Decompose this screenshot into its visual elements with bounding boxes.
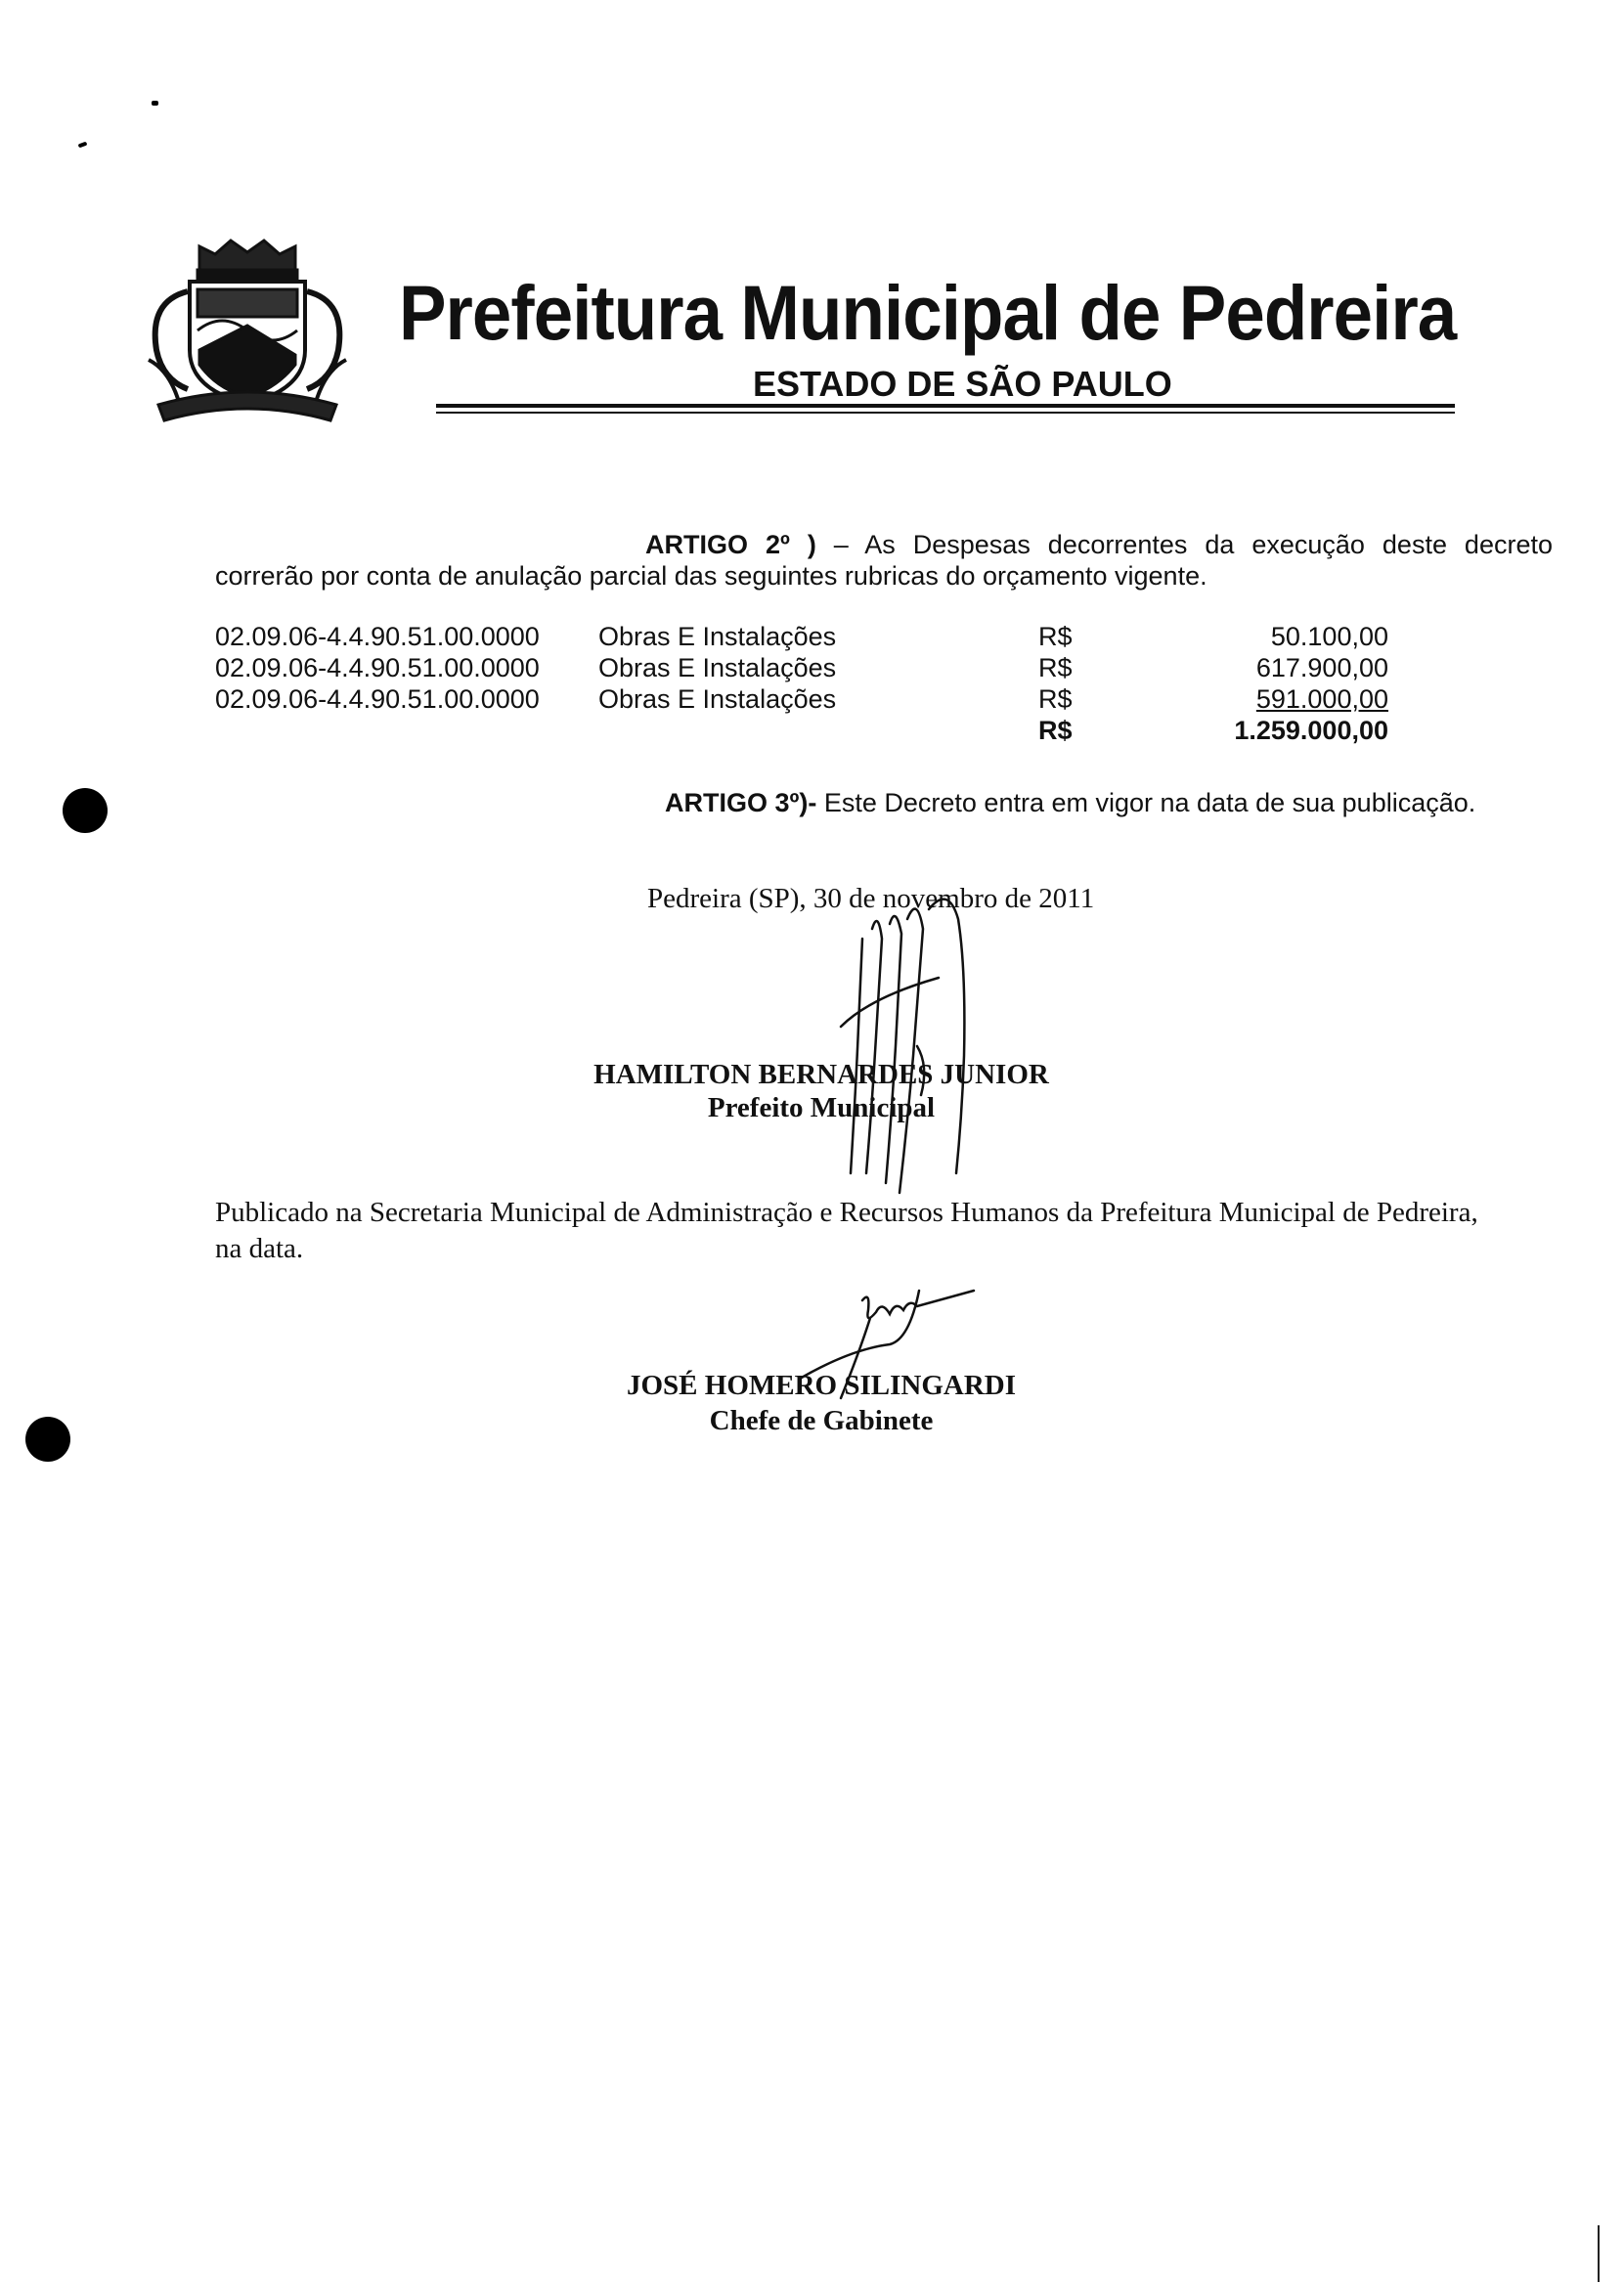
publication-line1: Publicado na Secretaria Municipal de Administração e Recursos Humanos da Prefeitura Municipal de Pedreira,	[215, 1197, 1478, 1228]
artigo3-label: ARTIGO 3º)-	[665, 788, 817, 817]
header-rule-thick	[436, 404, 1455, 408]
table-row	[215, 621, 1388, 652]
scan-speck	[152, 101, 158, 106]
mayor-role: Prefeito Municipal	[707, 1092, 936, 1123]
budget-amount-wrap	[1095, 683, 1388, 715]
budget-amount: 617.900,00	[1255, 653, 1388, 682]
artigo2-text-line1: – As Despesas decorrentes da execução deste decreto	[815, 530, 1553, 559]
budget-code: 02.09.06-4.4.90.51.00.0000	[215, 684, 540, 714]
artigo2-first-line	[645, 529, 1553, 560]
artigo3-text: Este Decreto entra em vigor na data de sua publicação.	[816, 788, 1476, 817]
page-title: Prefeitura Municipal de Pedreira	[399, 269, 1457, 356]
budget-amount: 591.000,00	[1255, 684, 1388, 714]
budget-description: Obras E Instalações	[598, 684, 837, 714]
publication-line2: na data.	[215, 1233, 304, 1264]
total-currency: R$	[1038, 716, 1073, 745]
artigo2-label: ARTIGO 2º )	[645, 530, 816, 559]
budget-amount: 50.100,00	[1270, 622, 1388, 651]
budget-currency: R$	[1038, 684, 1073, 714]
punch-hole	[63, 788, 108, 833]
header-rule-thin	[436, 412, 1455, 414]
scan-speck	[78, 142, 88, 149]
scan-edge-mark	[1598, 2225, 1600, 2282]
table-total-row	[215, 715, 1388, 746]
table-row	[215, 683, 1388, 715]
artigo3	[665, 787, 1475, 818]
mayor-signature	[802, 880, 997, 1203]
budget-currency: R$	[1038, 653, 1073, 682]
budget-description: Obras E Instalações	[598, 622, 837, 651]
mayor-name: HAMILTON BERNARDES JUNIOR	[593, 1059, 1049, 1090]
municipal-coat-of-arms	[139, 233, 356, 423]
budget-currency: R$	[1038, 622, 1073, 651]
budget-code: 02.09.06-4.4.90.51.00.0000	[215, 622, 540, 651]
budget-description: Obras E Instalações	[598, 653, 837, 682]
artigo2-text-line2: correrão por conta de anulação parcial das seguintes rubricas do orçamento vigente.	[215, 561, 1207, 591]
budget-code: 02.09.06-4.4.90.51.00.0000	[215, 653, 540, 682]
total-amount: 1.259.000,00	[1234, 716, 1388, 745]
chief-name: JOSÉ HOMERO SILINGARDI	[626, 1370, 1016, 1401]
table-row	[215, 652, 1388, 683]
punch-hole	[25, 1417, 70, 1462]
page-subtitle: ESTADO DE SÃO PAULO	[753, 364, 1172, 404]
date-line: Pedreira (SP), 30 de novembro de 2011	[647, 883, 1095, 914]
chief-role: Chefe de Gabinete	[709, 1405, 934, 1436]
